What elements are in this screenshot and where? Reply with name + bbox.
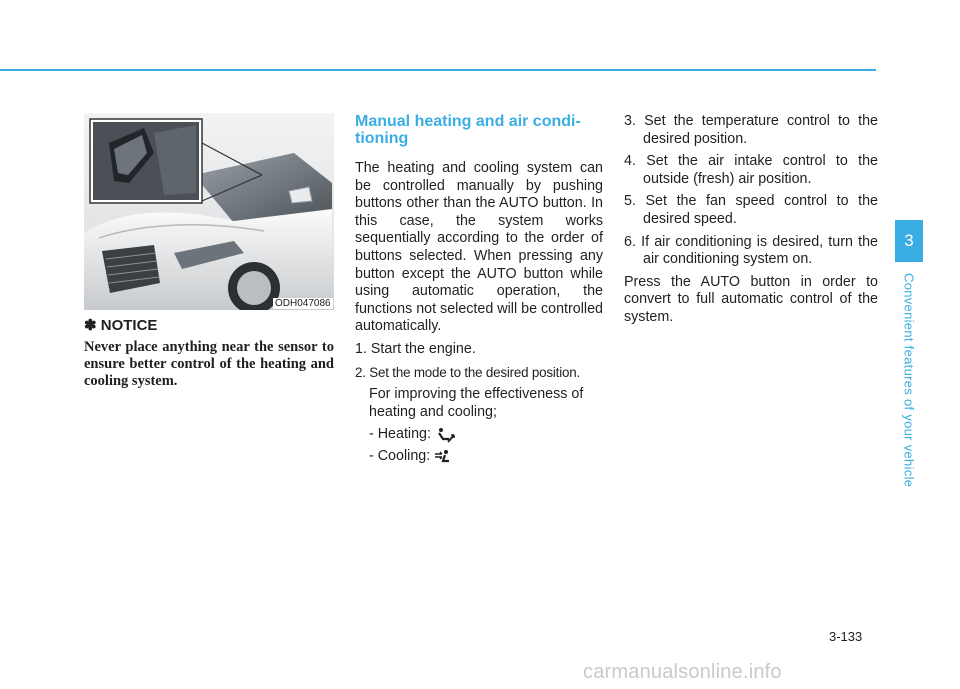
- step-6: 6. If air conditioning is desired, turn the air conditioning system on.: [624, 233, 878, 268]
- chapter-label: Convenient features of your vehicle: [901, 273, 917, 488]
- cooling-label: - Cooling:: [369, 447, 431, 464]
- cooling-mode-line: [355, 448, 603, 466]
- heating-label: - Heating:: [369, 426, 431, 443]
- car-sensor-illustration: [84, 113, 334, 310]
- page-number: 3-133: [829, 629, 863, 644]
- section-intro: The heating and cooling system can be controlled manually by pushing buttons other than the AUTO button. In this case, the system works sequentially according to the order of buttons selected. When pressing any button except the AUTO button while using automatic operation, the functions not selected will be controlled automatically.: [355, 160, 603, 335]
- step-1: 1. Start the engine.: [355, 340, 476, 357]
- steps-continued: [624, 113, 878, 332]
- step-4: 4. Set the air intake control to the outside (fresh) air position.: [624, 153, 878, 187]
- notice-heading: ✽ NOTICE: [84, 317, 158, 334]
- notice-body: Never place anything near the sensor to ensure better control of the heating and cooling system.: [84, 339, 334, 389]
- heating-mode-line: [355, 426, 603, 444]
- step-2-detail: For improving the effectiveness of heating and cooling;: [369, 386, 584, 420]
- step-5: 5. Set the fan speed control to the desired speed.: [624, 193, 878, 227]
- closing-paragraph: Press the AUTO button in order to convert to full automatic control of the system.: [624, 273, 878, 325]
- figure-code: ODH047086: [275, 298, 331, 309]
- face-mode-icon: [434, 449, 454, 465]
- step-2: 2. Set the mode to the desired position.: [355, 364, 580, 380]
- watermark: carmanualsonline.info: [583, 661, 782, 683]
- section-title: [355, 113, 603, 147]
- manual-section: [355, 113, 603, 470]
- section-title-line-1: Manual heating and air condi-: [355, 113, 581, 130]
- header-rule: [0, 69, 876, 71]
- step-3: 3. Set the temperature control to the desired position.: [624, 113, 878, 147]
- chapter-tab: 3: [895, 220, 923, 262]
- section-title-line-2: tioning: [355, 130, 409, 147]
- floor-mode-icon: [435, 427, 455, 443]
